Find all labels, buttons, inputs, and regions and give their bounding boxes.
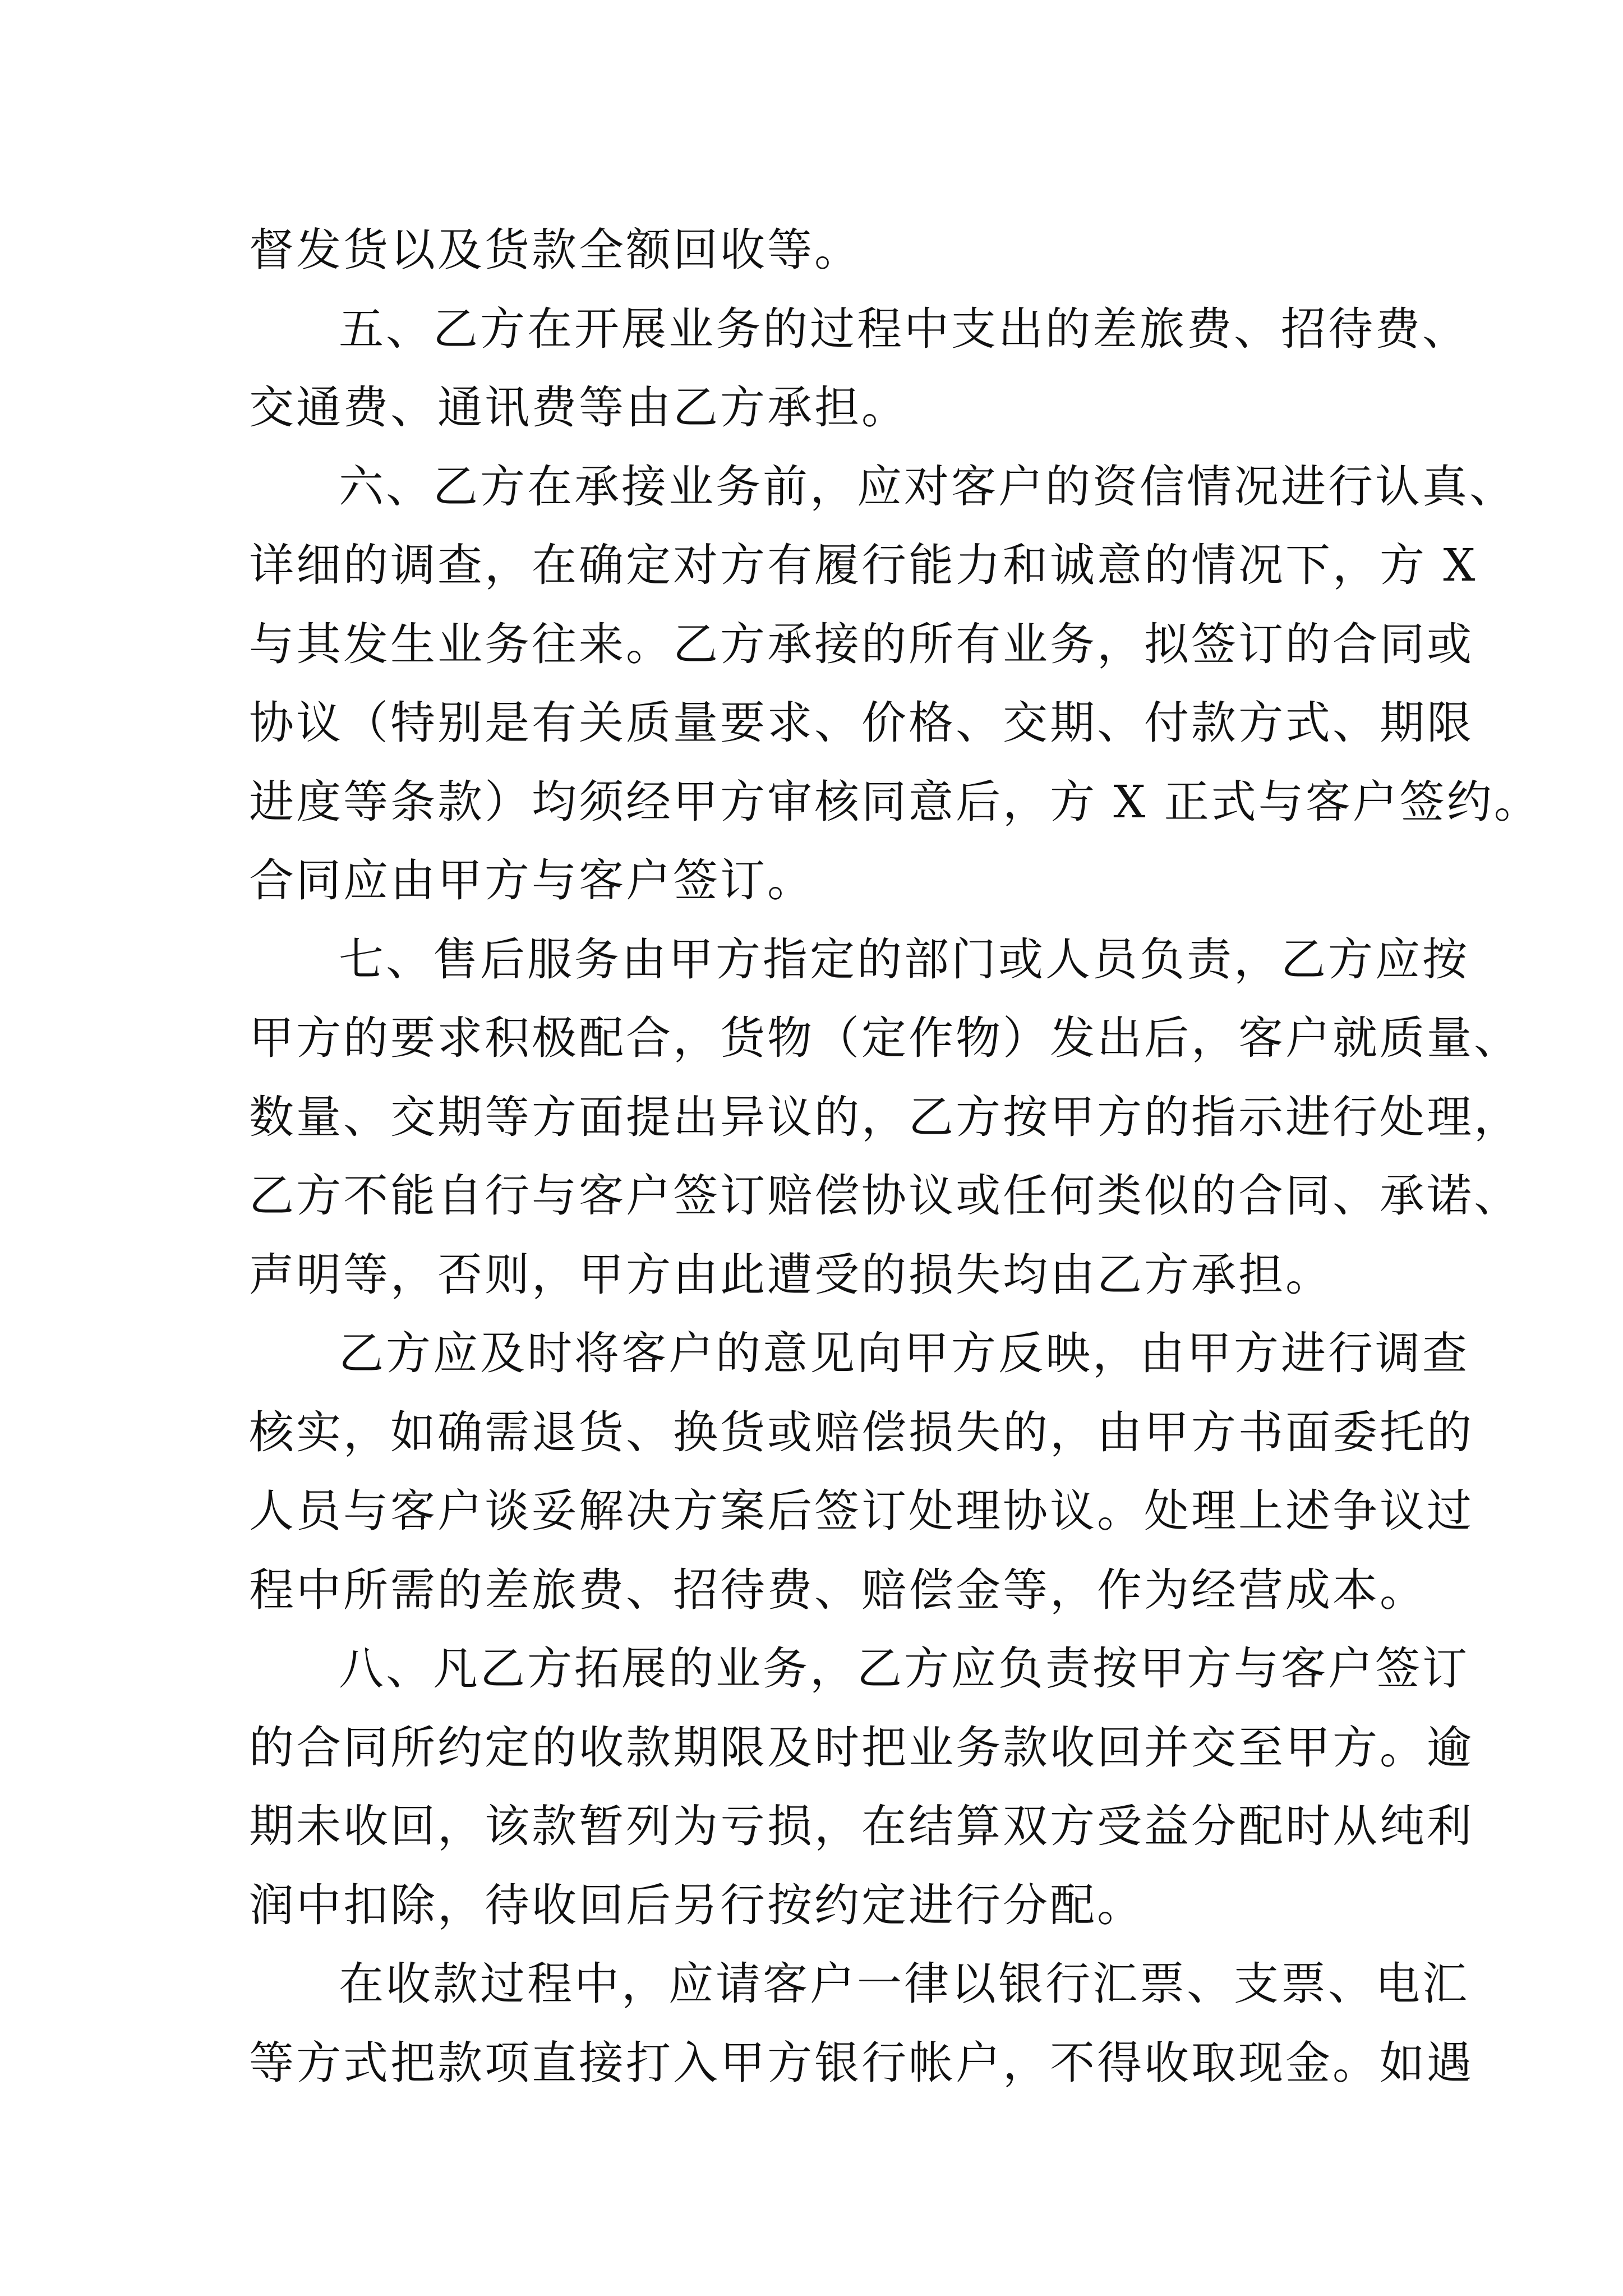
text-line: 八、凡乙方拓展的业务，乙方应负责按甲方与客户签订 [339,1642,1469,1695]
text-line: 与其发生业务往来。乙方承接的所有业务，拟签订的合同或 [249,618,1474,670]
text-line: 七、售后服务由甲方指定的部门或人员负责，乙方应按 [339,933,1469,986]
text-line: 进度等条款）均须经甲方审核同意后，方 X 正式与客户签约。 [249,775,1541,828]
text-line: 六、乙方在承接业务前，应对客户的资信情况进行认真、 [339,460,1516,513]
text-line: 的合同所约定的收款期限及时把业务款收回并交至甲方。逾 [249,1721,1474,1774]
text-line: 数量、交期等方面提出异议的，乙方按甲方的指示进行处理， [249,1091,1521,1143]
text-line: 交通费、通讯费等由乙方承担。 [249,381,909,434]
text-line: 人员与客户谈妥解决方案后签订处理协议。处理上述争议过 [249,1485,1474,1537]
text-line: 等方式把款项直接打入甲方银行帐户，不得收取现金。如遇 [249,2036,1474,2089]
text-line: 合同应由甲方与客户签订。 [249,854,814,907]
text-line: 期未收回，该款暂列为亏损，在结算双方受益分配时从纯利 [249,1800,1474,1852]
text-line: 在收款过程中，应请客户一律以银行汇票、支票、电汇 [339,1958,1469,2010]
document-body [249,211,1541,2102]
text-line: 润中扣除，待收回后另行按约定进行分配。 [249,1879,1144,1931]
text-line: 协议（特别是有关质量要求、价格、交期、付款方式、期限 [249,697,1474,749]
text-line: 督发货以及货款全额回收等。 [249,224,861,276]
text-line: 声明等，否则，甲方由此遭受的损失均由乙方承担。 [249,1248,1332,1301]
text-line: 乙方应及时将客户的意见向甲方反映，由甲方进行调查 [339,1327,1469,1379]
text-line: 核实，如确需退货、换货或赔偿损失的，由甲方书面委托的 [249,1406,1474,1458]
text-line: 乙方不能自行与客户签订赔偿协议或任何类似的合同、承诺、 [249,1170,1521,1222]
text-line: 程中所需的差旅费、招待费、赔偿金等，作为经营成本。 [249,1563,1427,1616]
text-line: 甲方的要求积极配合，货物（定作物）发出后，客户就质量、 [249,1012,1521,1064]
text-line: 详细的调查，在确定对方有履行能力和诚意的情况下，方 X [249,539,1478,591]
text-line: 五、乙方在开展业务的过程中支出的差旅费、招待费、 [339,302,1469,355]
